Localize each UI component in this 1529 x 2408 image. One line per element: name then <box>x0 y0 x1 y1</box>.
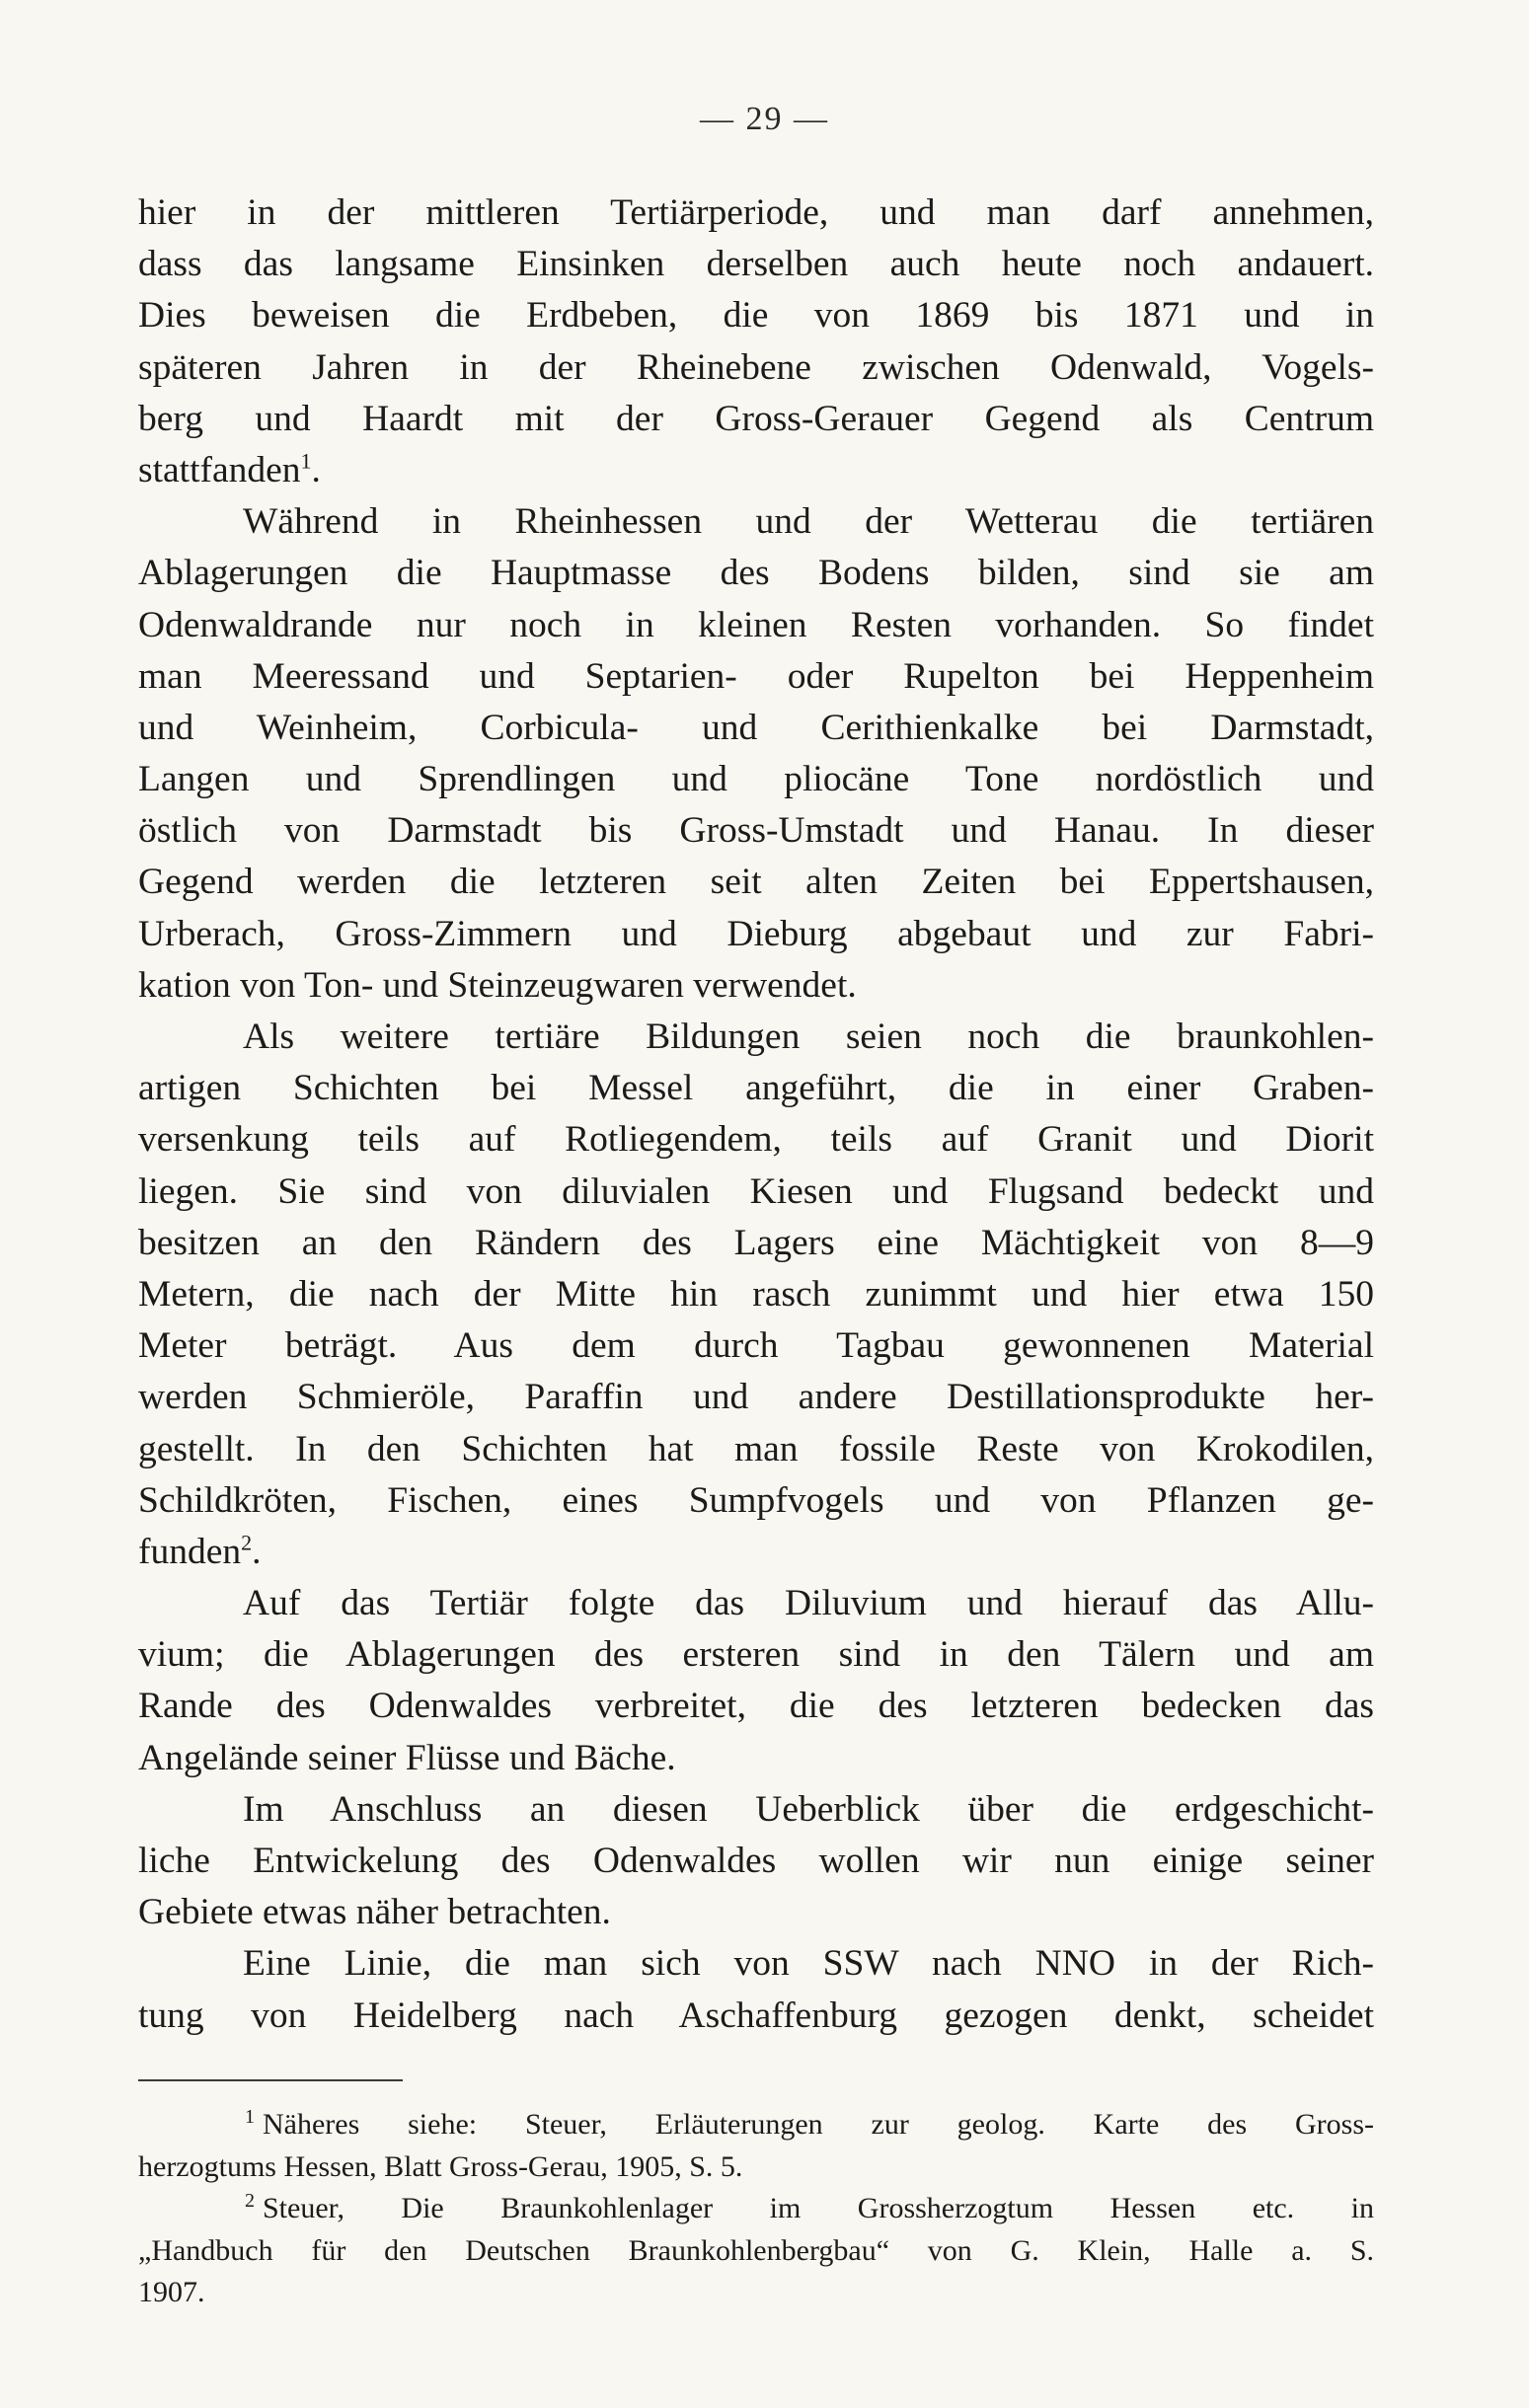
text-line: vium; die Ablagerungen des ersteren sind in den Tälern und am <box>138 1634 1374 1676</box>
footnote-mark: 2 <box>245 2190 255 2212</box>
text-line-content: funden <box>138 1531 242 1572</box>
text-line: späteren Jahren in der Rheinebene zwischen Odenwald, Vogels- <box>138 346 1374 388</box>
footnote-mark: 1 <box>245 2106 255 2128</box>
text-line: berg und Haardt mit der Gross-Gerauer Gegend als Centrum <box>138 398 1374 439</box>
footnotes <box>138 2104 1374 2314</box>
text-line: östlich von Darmstadt bis Gross-Umstadt und Hanau. In dieser <box>138 810 1374 852</box>
text-line: Auf das Tertiär folgte das Diluvium und hierauf das Allu- <box>243 1583 1374 1624</box>
text-line: Meter beträgt. Aus dem durch Tagbau gewonnenen Material <box>138 1325 1374 1367</box>
text-line-content: stattfanden <box>138 449 301 490</box>
text-line: liche Entwickelung des Odenwaldes wollen wir nun einige seiner <box>138 1841 1374 1881</box>
text-line: Urberach, Gross-Zimmern und Dieburg abgebaut und zur Fabri- <box>138 913 1374 954</box>
text-line: Ablagerungen die Hauptmasse des Bodens bilden, sind sie am <box>138 553 1374 594</box>
footnote-2-cont: 1907. <box>138 2276 205 2308</box>
text-line: Gebiete etwas näher betrachten. <box>138 1892 611 1933</box>
text-line: Metern, die nach der Mitte hin rasch zunimmt und hier etwa 150 <box>138 1273 1374 1315</box>
footnote-1-cont: herzogtums Hessen, Blatt Gross-Gerau, 1905, S. 5. <box>138 2149 743 2183</box>
text-line: und Weinheim, Corbicula- und Cerithienkalke bei Darmstadt, <box>138 707 1374 748</box>
page-number: — 29 — <box>700 101 829 137</box>
text-line: Gegend werden die letzteren seit alten Zeiten bei Eppertshausen, <box>138 862 1374 903</box>
text-line: Im Anschluss an diesen Ueberblick über die erdgeschicht- <box>243 1788 1374 1830</box>
body-text <box>138 188 1374 2042</box>
text-line: Schildkröten, Fischen, eines Sumpfvogels und von Pflanzen ge- <box>138 1479 1374 1521</box>
text-line-punct: . <box>311 449 321 490</box>
footnote-1 <box>138 2104 1374 2146</box>
footnote-2-cont: „Handbuch für den Deutschen Braunkohlenbergbau“ von G. Klein, Halle a. S. <box>138 2233 1374 2267</box>
text-line: Eine Linie, die man sich von SSW nach NNO in der Rich- <box>243 1943 1374 1985</box>
text-line: Rande des Odenwaldes verbreitet, die des letzteren bedecken das <box>138 1686 1374 1727</box>
text-line: man Meeressand und Septarien- oder Rupelton bei Heppenheim <box>138 655 1374 697</box>
text-line: liegen. Sie sind von diluvialen Kiesen und Flugsand bedeckt und <box>138 1170 1374 1212</box>
text-line <box>138 1527 1374 1578</box>
text-line: versenkung teils auf Rotliegendem, teils auf Granit und Diorit <box>138 1119 1374 1161</box>
text-line: gestellt. In den Schichten hat man fossile Reste von Krokodilen, <box>138 1428 1374 1469</box>
text-line: Dies beweisen die Erdbeben, die von 1869 bis 1871 und in <box>138 295 1374 337</box>
text-line: Angelände seiner Flüsse und Bäche. <box>138 1737 676 1778</box>
text-line: dass das langsame Einsinken derselben auch heute noch andauert. <box>138 244 1374 285</box>
text-line: kation von Ton- und Steinzeugwaren verwendet. <box>138 964 857 1006</box>
footnote-text: Steuer, Die Braunkohlenlager im Grossherzogtum Hessen etc. in <box>263 2192 1374 2224</box>
footnote-ref-1[interactable]: 1 <box>300 448 312 474</box>
footnote-text: Näheres siehe: Steuer, Erläuterungen zur geolog. Karte des Gross- <box>263 2108 1374 2141</box>
text-line: hier in der mittleren Tertiärperiode, und man darf annehmen, <box>138 192 1374 233</box>
text-line: Langen und Sprendlingen und pliocäne Tone nordöstlich und <box>138 759 1374 800</box>
footnote-ref-2[interactable]: 2 <box>241 1530 253 1555</box>
text-line: Odenwaldrande nur noch in kleinen Resten vorhanden. So findet <box>138 604 1374 645</box>
text-line: artigen Schichten bei Messel angeführt, die in einer Graben- <box>138 1068 1374 1109</box>
text-line: Als weitere tertiäre Bildungen seien noch die braunkohlen- <box>243 1016 1374 1057</box>
footnote-2 <box>138 2188 1374 2230</box>
text-line: tung von Heidelberg nach Aschaffenburg gezogen denkt, scheidet <box>138 1994 1374 2036</box>
text-line: werden Schmieröle, Paraffin und andere Destillationsprodukte her- <box>138 1377 1374 1418</box>
text-line: Während in Rheinhessen und der Wetterau die tertiären <box>243 501 1374 543</box>
text-line: besitzen an den Rändern des Lagers eine Mächtigkeit von 8—9 <box>138 1222 1374 1263</box>
text-line <box>138 445 1374 496</box>
footnote-separator <box>138 2079 403 2081</box>
text-line-punct: . <box>252 1531 262 1572</box>
